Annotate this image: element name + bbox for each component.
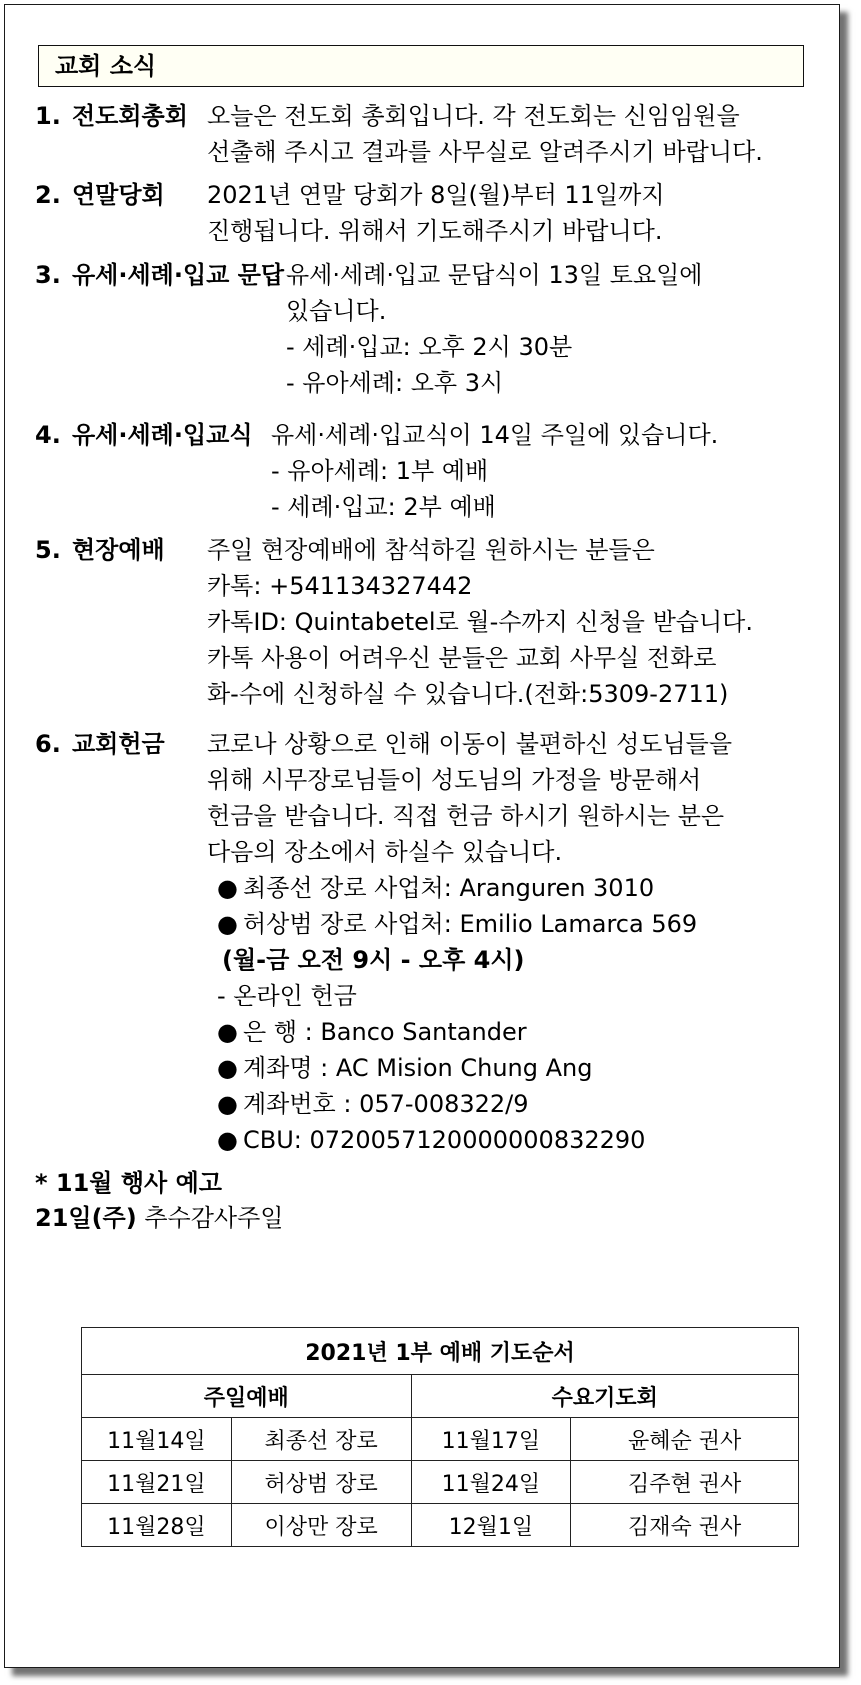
table-cell: 11월24일 [411,1461,571,1504]
item-4-line-1: 유세·세례·입교식이 14일 주일에 있습니다. [271,421,719,449]
notice-event-name: 추수감사주일 [144,1204,284,1232]
table-cell: 11월14일 [82,1418,232,1461]
item-4-number: 4. [35,421,61,449]
item-3-line-4: - 유아세례: 오후 3시 [286,369,504,397]
item-5-line-1: 주일 현장예배에 참석하길 원하시는 분들은 [207,536,655,564]
item-5-line-2: 카톡: +541134327442 [207,572,473,600]
bullet-text: 은 행 : Banco Santander [243,1018,527,1046]
notice-date: 21일(주) [35,1204,137,1232]
item-6-number: 6. [35,730,61,758]
list-item [217,1089,529,1119]
item-6-line-2: 위해 시무장로님들이 성도님의 가정을 방문해서 [207,766,702,794]
table-row [82,1461,799,1504]
table-cell: 허상범 장로 [231,1461,411,1504]
list-item [217,1053,592,1083]
item-2-number: 2. [35,181,61,209]
online-offering-label: - 온라인 헌금 [217,982,357,1010]
item-3-line-3: - 세례·입교: 오후 2시 30분 [286,333,573,361]
bullet-text: 계좌번호 : 057-008322/9 [243,1090,529,1118]
bullet-text: 최종선 장로 사업처: Aranguren 3010 [243,874,655,902]
list-item [217,909,697,939]
item-2-line-2: 진행됩니다. 위해서 기도해주시기 바랍니다. [207,217,663,245]
item-6-line-1: 코로나 상황으로 인해 이동이 불편하신 성도님들을 [207,730,733,758]
table-cell: 11월28일 [82,1504,232,1547]
table-cell: 김재숙 권사 [571,1504,799,1547]
item-6-line-3: 헌금을 받습니다. 직접 헌금 하시기 원하시는 분은 [207,802,725,830]
list-item [217,873,654,903]
table-row [82,1504,799,1547]
item-5-line-4: 카톡 사용이 어려우신 분들은 교회 사무실 전화로 [207,644,717,672]
table-title: 2021년 1부 예배 기도순서 [82,1328,799,1375]
item-3-number: 3. [35,261,61,289]
office-hours: (월-금 오전 9시 - 오후 4시) [222,946,525,974]
item-1-line-1: 오늘은 전도회 총회입니다. 각 전도회는 신임임원을 [207,102,740,130]
table-cell: 최종선 장로 [231,1418,411,1461]
item-6-line-4: 다음의 장소에서 하실수 있습니다. [207,838,563,866]
bullet-text: 허상범 장로 사업처: Emilio Lamarca 569 [243,910,698,938]
item-5-title: 현장예배 [72,536,165,564]
bullet-icon: ● [217,910,238,938]
item-1-line-2: 선출해 주시고 결과를 사무실로 알려주시기 바랍니다. [207,138,763,166]
item-6-title: 교회헌금 [72,730,165,758]
item-5-line-5: 화-수에 신청하실 수 있습니다.(전화:5309-2711) [207,680,729,708]
bullet-icon: ● [217,1018,238,1046]
table-cell: 윤혜순 권사 [571,1418,799,1461]
item-2-line-1: 2021년 연말 당회가 8일(월)부터 11일까지 [207,181,665,209]
prayer-schedule-table [81,1327,799,1547]
table-cell: 12월1일 [411,1504,571,1547]
item-3-line-2: 있습니다. [286,297,387,325]
column-header-sunday: 주일예배 [82,1375,412,1418]
bullet-text: CBU: 0720057120000000832290 [243,1126,646,1154]
notice-heading: * 11월 행사 예고 [35,1169,222,1197]
item-1-title: 전도회총회 [72,102,188,130]
item-3-line-1: 유세·세례·입교 문답식이 13일 토요일에 [286,261,703,289]
table-cell: 11월17일 [411,1418,571,1461]
section-header: 교회 소식 [38,45,804,87]
item-2-title: 연말당회 [72,181,165,209]
item-5-number: 5. [35,536,61,564]
item-3-title: 유세·세례·입교 문답 [72,261,285,289]
table-cell: 11월21일 [82,1461,232,1504]
item-4-line-2: - 유아세례: 1부 예배 [271,457,489,485]
bullet-icon: ● [217,1054,238,1082]
item-4-title: 유세·세례·입교식 [72,421,253,449]
table-row [82,1418,799,1461]
bullet-text: 계좌명 : AC Mision Chung Ang [243,1054,593,1082]
bullet-icon: ● [217,874,238,902]
table-cell: 이상만 장로 [231,1504,411,1547]
item-4-line-3: - 세례·입교: 2부 예배 [271,493,496,521]
item-1-number: 1. [35,102,61,130]
bullet-icon: ● [217,1126,238,1154]
table-cell: 김주현 권사 [571,1461,799,1504]
item-5-line-3: 카톡ID: Quintabetel로 월-수까지 신청을 받습니다. [207,608,753,636]
column-header-wednesday: 수요기도회 [411,1375,798,1418]
list-item [217,1125,645,1155]
notice-event [35,1203,283,1233]
bullet-icon: ● [217,1090,238,1118]
list-item [217,1017,527,1047]
